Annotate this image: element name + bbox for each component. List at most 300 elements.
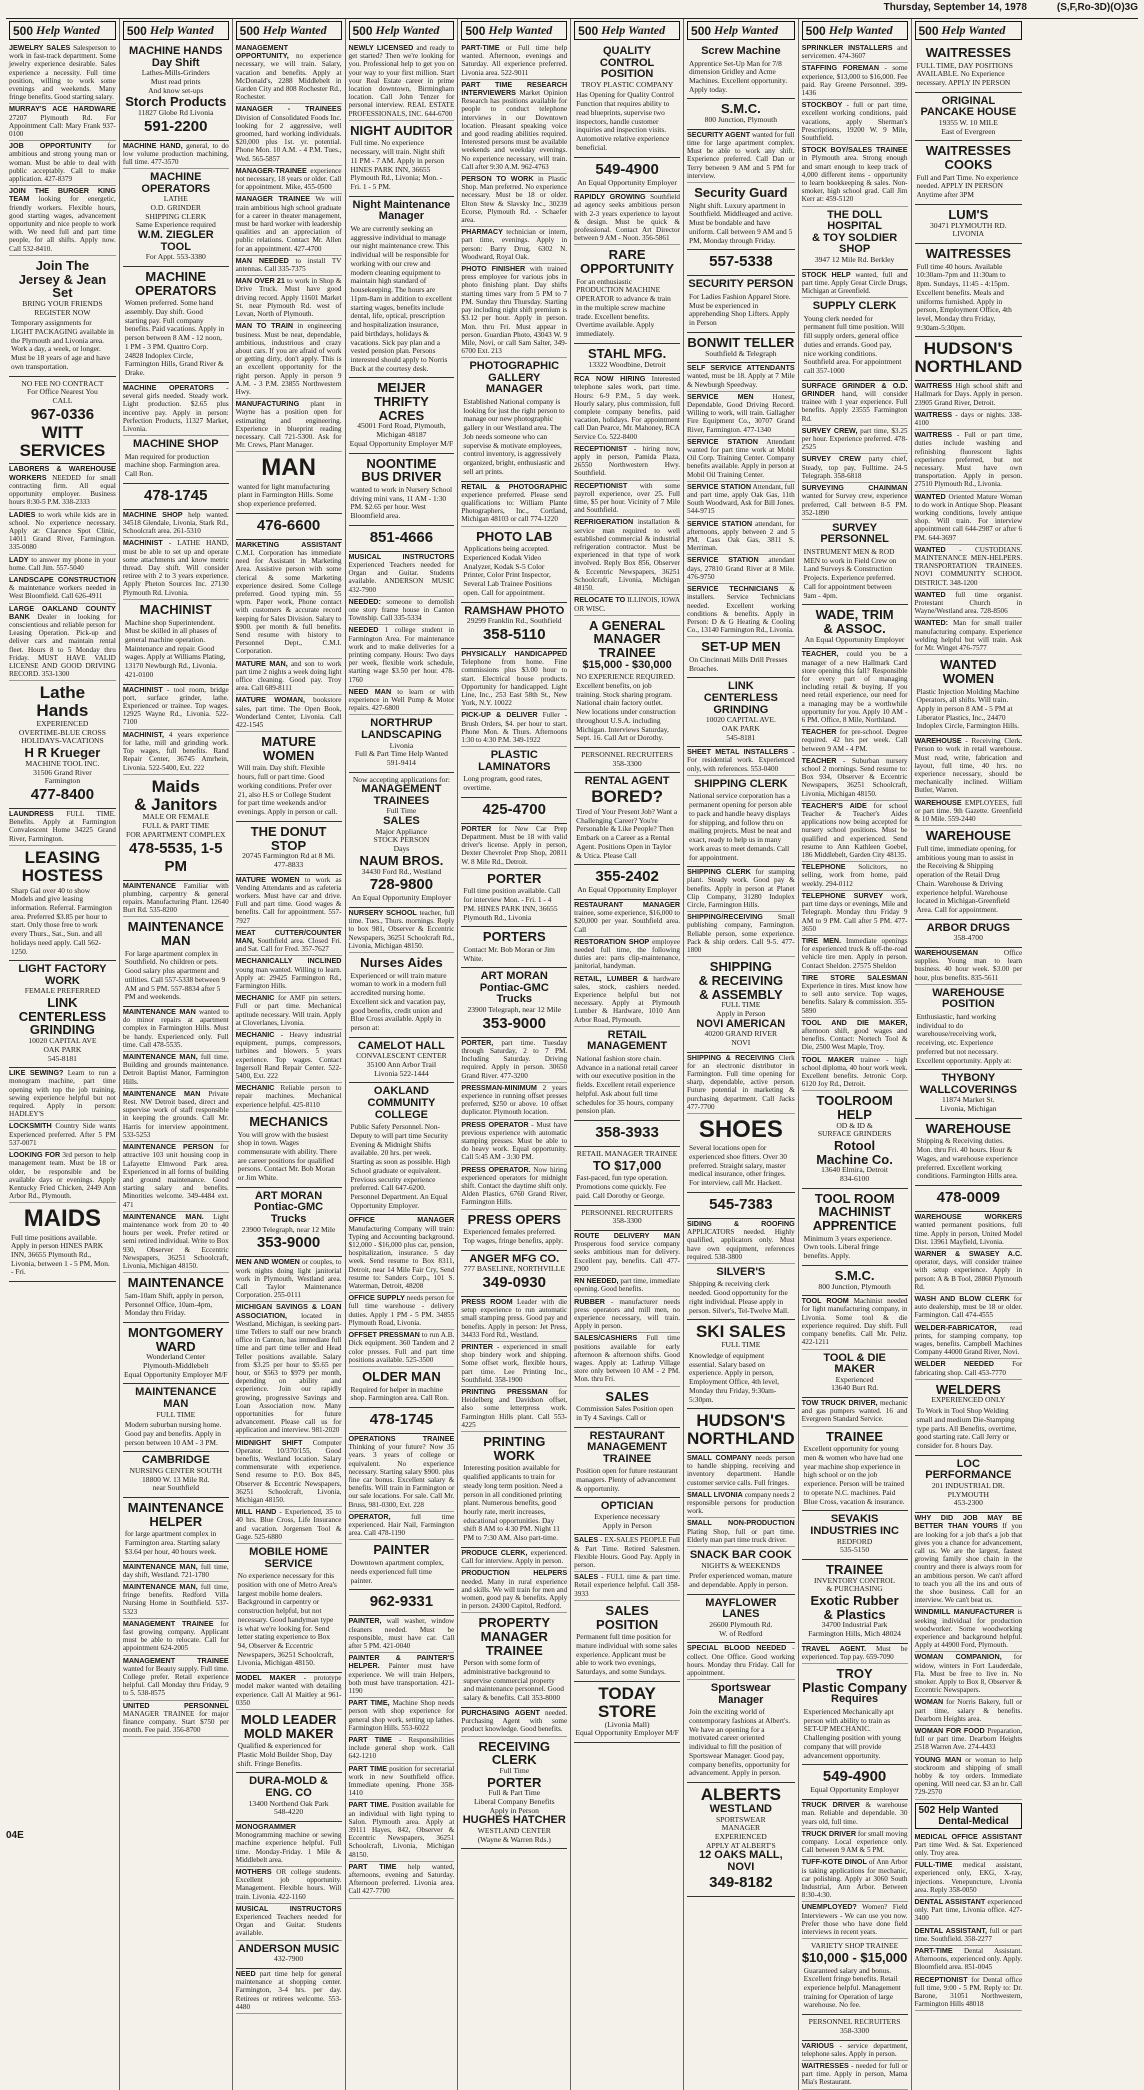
ad-body: position for secretarial work in new Southfield office. Immediate opening. Phone 358-1410 <box>348 1764 455 1798</box>
ad-body: & maintenance workers needed in West Bloomfield. Call 626-4911 <box>9 584 116 601</box>
ad-body: Dental Assistant. Afternoons, experienced only. Apply. Bloomfield area. 851-0045 <box>914 1947 1023 1972</box>
display-ad-body: FULL TIME, DAY POSITIONS AVAILABLE. No Experience necessary. APPLY IN PERSON <box>916 60 1013 88</box>
classified-ad <box>236 1507 342 1544</box>
display-ad-line: OD & ID & <box>836 1120 873 1130</box>
display-ad-line: 20745 Farmington Rd at 8 Mi. <box>242 851 335 861</box>
display-ad <box>915 826 1023 920</box>
ad-body: needs person for full time warehouse - delivery duties. Apply 1 PM - 5 PM. 34855 Plymouth Road, Livonia. <box>348 1294 455 1327</box>
display-ad-line: Wonderland Center <box>146 1352 206 1362</box>
classified-column <box>119 19 232 2090</box>
classified-ad <box>915 1975 1023 2012</box>
display-ad-line: LINK <box>728 680 754 693</box>
ad-heading: WASH AND BLOW CLERK <box>914 1293 1010 1303</box>
display-ad-line: NIGHT AUDITOR <box>350 122 453 138</box>
ad-heading: MECHANIC <box>235 1030 275 1040</box>
display-ad-line: $15,000 - $30,000 <box>582 658 672 671</box>
classified-ad <box>915 1652 1023 1697</box>
classified-ad <box>349 43 455 121</box>
display-ad-line: RAMSHAW PHOTO <box>464 604 565 617</box>
display-ad <box>123 169 229 267</box>
display-ad-body: National fashion store chain. Advance in a national retail career with our executive position in the fields. Excellent retail experience helpful. Ask about full time schedules for 35 hours, company pension plan. <box>576 1053 678 1116</box>
ad-heading: MOTHERS <box>235 1867 272 1877</box>
classified-ad <box>802 426 908 455</box>
display-ad <box>802 1511 908 1560</box>
ad-body: part time help for general maintenance at shopping center. Farmington, 3-4 hrs. per day. Retirees or retirees welcome. 553-4480 <box>235 1969 342 2011</box>
display-ad-line: 10020 CAPITAL AVE <box>28 1036 97 1046</box>
ad-body: and servicemen. 474-3607 <box>801 44 908 61</box>
classified-ad <box>461 174 567 227</box>
display-ad-line: LIGHT FACTORY <box>18 963 107 976</box>
ad-body: Southfield ad agency seeks ambitious person with 2-3 years experience to layout & design. Must be quick & professional. Contact Art Director between 9 AM - Noon. 356-5861 <box>574 193 681 243</box>
display-ad-line: WAITRESSES <box>925 245 1011 261</box>
display-ad-line: WORK <box>45 974 80 987</box>
display-ad-line: A GENERAL <box>589 617 666 633</box>
classified-ad <box>461 43 567 80</box>
ad-heading: MAINTENANCE MAN <box>122 1007 196 1017</box>
ad-heading: SERVICE STATION <box>687 555 759 565</box>
ad-heading: PRESS OPERATOR <box>461 1119 529 1129</box>
display-ad-line: An Equal Opportunity Employer <box>351 893 452 903</box>
display-ad <box>236 1188 342 1257</box>
ad-body: no experience necessary, we will train. Salary, vacation and benefits. Apply at McDonald's, 2288 Middlebelt in Garden City and 808 Rochester Rd., Rochester. <box>235 52 342 102</box>
classified-ad <box>915 1860 1023 1897</box>
classified-ad <box>349 1512 455 1541</box>
classified-ad <box>687 1053 795 1114</box>
classified-ad <box>461 1083 567 1120</box>
display-ad-line: 11874 Market St. <box>941 1095 995 1105</box>
ad-body: - Suburban nursery school 2 mornings. Send resume to: Box 934, Observer & Eccentric Newspapers, 36251 Schoolcraft, Livonia, Michigan 48150. <box>801 756 908 798</box>
ad-body: Solicitors, no selling, work from home, paid weekly. 294-0112 <box>801 863 908 888</box>
classified-ad <box>461 1548 567 1568</box>
ad-heading: SALES <box>574 1572 599 1582</box>
display-ad-line: STORE <box>597 1701 657 1721</box>
display-ad-line: WAREHOUSE <box>925 828 1011 844</box>
section-title: Help Wanted <box>488 23 553 37</box>
ad-heading: RN NEEDED, <box>574 1276 619 1286</box>
ad-body: Country Side wants Experienced preferred. After 5 PM 537-0071 <box>9 1122 116 1147</box>
classified-ad <box>236 166 342 195</box>
ad-body: for auto dealership, must be 18 or older. Farmington. Call 474-4555 <box>914 1294 1023 1320</box>
classified-column <box>457 19 570 2090</box>
ad-body: Must be experienced. Top pay. 659-7090 <box>801 1644 908 1661</box>
display-ad-line: Equal Opportunity Employer M/F <box>349 438 454 448</box>
display-ad-line: ART MORAN <box>480 970 548 983</box>
display-ad-line: SPORTSWEAR <box>715 1814 766 1824</box>
ad-body: medical assistant, experienced only, EKG, X-ray, injections. Venepuncture, Livonia area. Reply 358-0050 <box>914 1861 1023 1894</box>
display-ad <box>123 43 229 141</box>
ad-body: Oriented Mature Woman to do work in Antique Shop. Pleasant working conditions, lovely antique shop. Will train. For interview appointment call 644-2987 or after 6 PM. 644-3697 <box>914 492 1023 542</box>
display-ad <box>915 43 1023 93</box>
ad-body: or couples, to work nights doing light janitorial work in Plymouth, Westland area. Call Taylor Maintenance Corporation. 255-0111 <box>235 1258 342 1300</box>
display-ad <box>349 953 455 1038</box>
classified-ad <box>802 801 908 862</box>
ad-body: needs person to handle shipping, receiving and inventory department. Handle customer service calls. Full fringes. <box>687 1454 795 1487</box>
ad-body: - Must have previous experience with automatic stamping presses. Must be able to do heavy work. Equal opportunity. Call 5:45 AM - 3:30 PM. <box>461 1120 568 1162</box>
ad-heading: MEN AND WOMEN <box>235 1257 300 1267</box>
display-ad-body: Full time 40 hours. Available 10:30am-7pm and 11:30am to 8pm. Sundays, 11:45 - 4:15pm. Excellent benefits. Meals and uniforms furnished. Apply in person, Employment Office, 4th level, Monday thru Friday, 9:30am-5:30pm. <box>916 261 1012 332</box>
ad-heading: SHIPPING/RECEIVING <box>687 912 763 922</box>
display-ad-line: SALES <box>605 1602 649 1618</box>
display-ad-line: TODAY <box>598 1683 656 1703</box>
display-ad-line: FULL & PART TIME <box>142 821 210 831</box>
classified-ad <box>236 194 342 255</box>
display-ad-line: An Equal Opportunity Employer <box>577 885 677 895</box>
classified-ad <box>236 540 342 659</box>
ad-body: Division of Consolidated Foods Inc. looking for 2 aggressive, well groomed, hard working individuals. $20,000 plus 1st. yr. potential. Phone Mon. 10 A.M. - 4 P.M. Tues., Wed. 565-5857 <box>235 113 342 163</box>
display-ad <box>9 377 116 465</box>
classified-ad <box>461 1342 567 1387</box>
display-ad-line: Night Maintenance <box>352 198 451 211</box>
ad-body: Monogramming machine or sewing machine experience helpful. Full time. Monday-Friday. 1 Mile & Middlebelt area. <box>235 1831 342 1864</box>
ad-heading: SURVEYING CHAINMAN <box>801 483 908 493</box>
ad-heading: ROUTE DELIVERY MAN <box>574 1231 681 1241</box>
display-ad-line: CALL <box>52 396 73 406</box>
display-ad <box>687 1264 795 1320</box>
ad-heading: MANAGER-TRAINEE <box>235 165 307 175</box>
classified-ad <box>123 1562 229 1582</box>
ad-heading: NEEDED <box>348 625 379 635</box>
display-ad <box>915 93 1023 142</box>
classified-ad <box>123 685 229 730</box>
display-ad <box>461 869 567 928</box>
classified-ad <box>802 270 908 299</box>
display-ad-line: FULL TIME <box>721 1340 761 1350</box>
ad-body: Manufacturing Company will train: Typing and Accounting background. $12,000 - $16,000 plus car, pension, hospitalization, insurance. 5 day week. Send resume to Box 8311, Detroit, near 14 Mile Fair Cry, Send resume to: Sanders Corp., 101 S. Waterman, Detroit, 48208 <box>348 1224 455 1291</box>
display-ad <box>802 2015 908 2040</box>
ad-body: - EX-SALES PEOPLE Full & Part Time. Retired Salesmen. Flexible Hours. Good Pay. Apply in person. <box>574 1536 681 1570</box>
display-ad-line: NO FEE NO CONTRACT <box>21 378 104 388</box>
ad-heading: PHYSICALLY HANDICAPPED <box>461 648 568 658</box>
display-ad-line: PHOTOGRAPHIC GALLERY <box>469 360 560 384</box>
display-ad <box>123 436 229 484</box>
display-ad <box>802 298 908 381</box>
ad-body: Machinist needed for light manufacturing company, in Livonia. Some tool & die experience required. Day shift. Full company benefits. Call Mr. Peltz. 422-1211 <box>801 1297 908 1347</box>
display-ad-line: WAITRESSES <box>925 143 1011 159</box>
ad-heading: MECHANIC <box>235 1083 275 1093</box>
display-ad-line: COLLEGE <box>374 1108 428 1121</box>
classified-ad <box>687 1643 795 1680</box>
ad-heading: LANDSCAPE CONSTRUCTION <box>9 574 116 584</box>
ad-heading: LARGE OAKLAND COUNTY BANK <box>9 603 116 621</box>
ad-heading: PART TIME, <box>348 1698 390 1708</box>
classified-ad <box>9 104 116 141</box>
display-ad-line: PORTER <box>487 1774 542 1790</box>
ad-body: MANAGER TRAINEE for major finance company. Start $750 per month. Fee paid. 356-8700 <box>122 1709 229 1735</box>
display-ad-line: SEVAKIS INDUSTRIES INC <box>810 1513 899 1537</box>
classified-ad <box>802 1055 908 1092</box>
ad-body: general, to do low volume production machining, full time. 477-3570 <box>122 141 229 167</box>
classified-ad <box>349 1653 455 1698</box>
ad-heading: WARNER & SWASEY A.C. <box>914 1248 1023 1258</box>
display-ad-line: PROPERTY <box>478 1615 551 1631</box>
display-ad <box>123 775 229 881</box>
display-ad-line: SUPPLY CLERK <box>812 300 897 313</box>
display-ad-line: SERVICES <box>19 440 106 460</box>
ad-body: full time experienced. Hair Nail, Farmington area. Call 478-1190 <box>348 1512 455 1538</box>
ad-heading: WAREHOUSE <box>914 736 962 746</box>
page-footer <box>6 1830 1138 1846</box>
display-ad-line: WANTED WOMEN <box>940 657 997 686</box>
classified-ad <box>687 392 795 437</box>
ad-body: experience not necessary, 18 years or older. Call for appointment. Mike, 455-0500 <box>235 166 342 192</box>
display-ad-line: SERVICE <box>264 1557 313 1570</box>
display-ad <box>236 452 342 513</box>
ad-heading: PART TIME <box>348 1861 397 1871</box>
display-ad-line: Now accepting applications for: <box>352 774 451 784</box>
display-ad-line: Farmington <box>44 776 81 786</box>
classified-ad <box>915 381 1023 410</box>
display-ad-line: 358-3300 <box>612 758 642 768</box>
classified-ad <box>915 1359 1023 1379</box>
section-title: Help Wanted <box>941 23 1006 37</box>
display-ad-body: wanted for light manufacturing plant in Farmington Hills. Some shop experience preferred. <box>237 481 334 508</box>
ad-heading: SURVEY CREW, <box>801 425 858 435</box>
display-ad-body: wanted to work in Nursery School driving mini vans, 11 AM - 1:30 PM. $2.65 per hour. West Bloomfield area. <box>350 484 453 521</box>
display-ad-line: WITT <box>41 422 84 442</box>
display-ad-line: NORTHLAND <box>914 357 1023 377</box>
display-ad-body: Full time position available. Call for interview Mon. - Fri. 1 - 4 PM. HINES PARK INN, 36655 Plymouth Rd., Livonia <box>463 886 561 922</box>
display-ad-line: OLDER MAN <box>362 1368 441 1384</box>
ad-heading: MAINTENANCE MAN <box>122 1088 201 1098</box>
display-ad-line: (Wayne & Warren Rds.) <box>477 1834 551 1844</box>
display-ad-line: WAITRESSES <box>925 45 1011 60</box>
ad-body: Light maintenance work from 20 to 40 hours per week. Prefer retired or semi retired individual. Write to Box 930, Observer & Eccentric Newspapers, 36251 Schoolcraft, Livonia, Michigan 48150. <box>122 1212 229 1270</box>
classified-ad <box>123 1619 229 1656</box>
display-ad <box>802 520 908 606</box>
classified-ad <box>915 1697 1023 1726</box>
display-ad-body: Young clerk needed for permanent full time position. Will fill supply orders, general office duties and errands. Good pay, nice working conditions. Southfield area. For appointment call 357-1000 <box>803 313 905 376</box>
ad-body: 3rd person to help management team. Must be 18 or older, be responsible and be available days or evenings. Apply Kentucky Fried Chicken, 2449 Ann Arbor Rd., Plymouth. <box>9 1151 116 1201</box>
ad-heading: RECEPTIONIST <box>574 480 628 490</box>
display-ad-line: TOOL ROOM <box>814 1190 895 1206</box>
classified-ad <box>349 1764 455 1801</box>
display-ad-line: BONWIT TELLER <box>687 334 795 350</box>
classified-ad <box>123 1142 229 1212</box>
ad-body: - experienced in small shop bindery work and shipping. Some offset work, flexible hours, part time. Lee Printing Inc., Southfield. 358-1900 <box>461 1343 568 1384</box>
display-ad-body: Tired of Your Present Job? Want a Challenging Career? You're Personable & Like People? Then Embark on a Career as a Rental Agent. Positions Open in Taylor & Utica. Please Call <box>576 806 678 860</box>
display-ad-line: LEASING <box>24 847 101 867</box>
display-ad-line: MAINTENANCE MAN <box>135 1386 217 1410</box>
classified-ad <box>236 993 342 1030</box>
display-ad-line: MACHINE OPERATORS <box>141 171 211 195</box>
display-ad <box>349 1408 455 1434</box>
ad-heading: WOMAN FOR FOOD <box>914 1725 985 1735</box>
ad-heading: MAINTENANCE <box>122 880 176 890</box>
classified-ad <box>236 276 342 321</box>
ad-body: is seeking individual for production woodworker. Some woodworking experience and background helpful. Apply at 44900 Ford, Plymouth. <box>914 1608 1023 1650</box>
classified-ad <box>123 1007 229 1052</box>
display-ad-line: Lathes-Mills-Grinders <box>141 68 210 78</box>
ad-body: trainee, some experience, $16,000 to $20,000 per year. Southfield area. Call <box>574 909 681 934</box>
classified-ad <box>123 1582 229 1619</box>
classified-ad <box>574 1333 680 1386</box>
display-ad-line: Pontiac-GMC Trucks <box>479 981 549 1006</box>
display-ad-body: NO EXPERIENCE REQUIRED. Excellent benefits, on job training. Stock sharing program. National chain factory outlet. New locations under construction throughout U.S.A. including Michigan. Interviews Saturday, Sept. 16. Call Art or Dorothy. <box>576 672 676 743</box>
classified-ad <box>461 1038 567 1083</box>
classified-ad <box>915 1323 1023 1360</box>
ad-body: Attendant wanted for part time work at Mobil Oil Corp. Training Center. Company benefits available. Apply in person at Mobil Oil Training Center. <box>687 437 795 479</box>
classified-ad <box>802 1644 908 1664</box>
display-ad-line: Manager <box>718 1693 764 1706</box>
classified-ad <box>802 1800 908 1829</box>
display-ad-body: Several locations open for experienced shoe fitters. Over 30 preferred. Straight salary, master medical insurance, other fringes. For interview, call Mr. Hackett. <box>689 1143 787 1188</box>
classified-ad <box>915 618 1023 655</box>
ad-heading: OFFICE SUPPLY <box>348 1293 405 1303</box>
classified-ad <box>236 1904 342 1941</box>
display-ad <box>9 846 116 962</box>
display-ad <box>461 1210 567 1251</box>
display-ad-line: 478-1745 <box>369 1411 434 1429</box>
classified-ad <box>236 928 342 957</box>
ad-heading: TOW TRUCK DRIVER, <box>801 1398 878 1408</box>
display-ad-line: & ASSOC. <box>823 621 886 637</box>
display-ad <box>236 1941 342 1969</box>
ad-heading: WANTED <box>914 491 946 501</box>
display-ad-line: Day Shift <box>151 56 200 69</box>
ad-body: - some experience, $13,000 to $16,000. Fee paid. Ray Greene Personnel. 399-1436 <box>801 64 908 98</box>
classified-ad <box>687 363 795 392</box>
classified-ad <box>802 1296 908 1349</box>
subsection-header <box>915 1803 1023 1829</box>
display-ad-body: Full and Part Time. No experience needed. APPLY IN PERSON Anytime after 3PM <box>916 172 1019 200</box>
classified-ad <box>574 1297 680 1334</box>
display-ad-line: OPERATORS <box>135 282 217 298</box>
ad-body: wanted for full time for large apartment complex. Must be able to work any shift. Experience preferred. Call Dan or Terry between 9 AM and 5 PM for interview. <box>687 130 795 180</box>
ad-heading: SERVICE STATION <box>687 518 753 528</box>
display-ad-line: NORTHRUP LANDSCAPING <box>361 717 442 741</box>
display-ad-line: Maids <box>151 776 200 796</box>
classified-ad <box>574 1535 680 1572</box>
ad-heading: STOCK HELP <box>801 269 851 279</box>
ad-heading: FULL-TIME <box>914 1860 953 1870</box>
section-title: Help Wanted <box>601 23 666 37</box>
ad-body: 2 years experience in running offset presses preferred, $250 or above. 10 offset duplicator. Plymouth location. <box>461 1083 568 1117</box>
ad-body: OR college students. Excellent job opportunity. Management. Flexible hours. Will train. Livonia. 422-1160 <box>235 1868 342 1901</box>
display-ad <box>461 747 567 798</box>
subsection-title: Help Wanted Dental-Medical <box>938 1804 1009 1827</box>
classified-ad <box>9 186 116 256</box>
ad-body: - service department, telephone sales. Apply in person. <box>801 2041 908 2058</box>
ad-body: Women? Field Interviewers - We can use you now. Prefer those who have done field interviews in recent years. <box>801 1903 908 1936</box>
classified-ad <box>687 437 795 482</box>
classified-ad <box>123 1089 229 1142</box>
ad-body: party chief, Steady, top pay, Fulltime. 24-5 Telegraph. 358-6818 <box>801 455 908 480</box>
display-ad-body: Experienced or will train mature woman to work in a modern full accredited nursing home. Excellent sick and vacation pay, good benefits, credit union and Blue Cross available. Apply in person at: <box>350 970 447 1033</box>
ad-body: - For residential work. Experienced only, with references. 553-0400 <box>687 748 795 773</box>
display-ad-line: Experienced <box>835 1374 874 1384</box>
ad-heading: RETAIL & PHOTOGRAPHIC <box>461 481 568 491</box>
display-ad-line: & Plastics <box>823 1606 886 1622</box>
display-ad-line: Days <box>393 844 410 854</box>
ad-body: experienced only. Part time, Livonia office. 427-3400 <box>914 1898 1023 1923</box>
classified-column <box>6 19 119 2090</box>
ad-heading: MATURE WOMEN <box>235 874 300 884</box>
display-ad <box>687 1320 795 1409</box>
ad-heading: MAN OVER 21 <box>235 276 285 286</box>
classified-ad <box>802 100 908 145</box>
ad-heading: PICK-UP & DELIVER <box>461 710 538 720</box>
display-ad <box>687 250 795 276</box>
classified-ad <box>349 1434 455 1512</box>
display-ad-line: RARE <box>608 247 646 263</box>
ad-heading: STAFFING FOREMAN <box>801 63 880 73</box>
display-ad <box>574 344 680 374</box>
classified-ad <box>687 130 795 183</box>
ad-heading: UNITED PERSONNEL <box>122 1700 229 1710</box>
display-ad <box>802 1427 908 1512</box>
ad-heading: RUBBER <box>574 1296 605 1306</box>
display-ad-body: Long program, good rates, overtime. <box>463 774 542 792</box>
display-ad-line: 728-9800 <box>369 876 434 894</box>
ad-body: NEEDED for small contracting firm. All equal opportunity employer. Business hours 8:30-5 P.M. 338-2333 <box>9 473 116 507</box>
display-ad-line: OPPORTUNITY <box>580 261 675 277</box>
ad-heading: MANAGEMENT TRAINEE <box>122 1618 214 1628</box>
classified-ad <box>349 1862 455 1899</box>
ad-body: trainee - high school diploma, 40 hour work week. Excellent benefits. Jetronic Corp. 6120 Joy Rd., Detroit. <box>801 1055 908 1089</box>
ad-body: Full time positions available for early afternoon & afternoon shifts. Good wages. Apply at: Lathrup Village store only between 10 AM - 2 PM. Mon. thru Fri. <box>574 1334 681 1384</box>
display-ad <box>349 526 455 552</box>
display-ad <box>915 985 1023 1071</box>
ad-body: We will train ambitious high school graduate for a career in theater management, must be hard worker with leadership qualities and an appreciation of public relations. Contact Mr. Allen for an appointment. 427-4700 <box>235 195 342 253</box>
ad-body: - CUSTODIANS. MAINTENANCE MEN-HELPERS. TRANSPORTATION TRAINEES. NOVI COMMUNITY SCHOOL DISTRICT. 348-1200 <box>914 545 1023 587</box>
ad-body: part time, $3.25 per hour. Experience preferred. 478-2525 <box>801 426 908 452</box>
ad-heading: MECHANICALLY INCLINED <box>235 956 342 966</box>
classified-ad <box>461 227 567 264</box>
ad-body: technician or intern, part time, evenings. Apply in person: Barry Drug, 6302 N. Woodward, Royal Oak. <box>461 228 568 261</box>
ad-body: & warehouse man. Reliable and dependable. 30 years old, full time. <box>801 1801 908 1826</box>
ad-body: Attendant, full and part time, apply Oak Gas, 11th South Woodward, Ask for Bill Jones. 544-9715 <box>687 482 795 516</box>
ad-heading: RESTAURANT MANAGER <box>574 900 681 909</box>
display-ad <box>915 1380 1023 1456</box>
ad-body: Southfield area. Closed Fri. and Sat. Call for Fred. 357-7627 <box>235 937 342 954</box>
display-ad-line: LOC PERFORMANCE <box>925 1457 1012 1482</box>
ad-body: Leader with die setup experience to run automatic small stamping press. Good pay and benefits. Apply in person: Jet Press, 34433 Ford Rd., Westland. <box>461 1297 568 1339</box>
ad-heading: MACHINE SHOP <box>122 509 183 519</box>
section-title: Help Wanted <box>714 23 778 37</box>
classified-ad <box>802 973 908 1018</box>
display-ad-line: 13400 Northend Oak Park <box>248 1798 329 1808</box>
classified-ad <box>9 1121 116 1150</box>
classified-ad <box>461 824 567 869</box>
ad-body: full time organist. Protestant Church in Wayne/Westland area. 728-8506 <box>914 590 1023 616</box>
display-ad-line: 358-3300 <box>840 2025 870 2035</box>
section-title: Help Wanted <box>262 23 327 37</box>
display-ad-line: Farmington Hills, Mich 48024 <box>808 1629 901 1639</box>
display-ad-line: Full Time <box>386 806 417 816</box>
display-ad-line: Lathe <box>39 683 86 703</box>
display-ad-line: PERSONNEL RECRUITERS <box>581 750 674 760</box>
ad-heading: MAN NEEDED <box>235 255 289 265</box>
classified-ad <box>236 321 342 399</box>
display-ad <box>461 798 567 824</box>
display-ad-body: Enthusiastic, hard working individual to do warehouse/receiving work, receiving, etc. Experience preferred but not necessary. Excellent opportunity. Apply at: <box>916 1011 1012 1065</box>
display-ad-body: Guaranteed salary and bonus. Excellent fringe benefits. Retail experience helpful. Management training for Operation of large warehouse. No fee. <box>803 1965 901 2010</box>
classified-ad <box>574 192 680 245</box>
classified-ad <box>123 730 229 775</box>
ad-heading: MANAGER TRAINEE <box>235 194 311 204</box>
ad-heading: SURVEY CREW <box>801 454 861 464</box>
section-title: Help Wanted <box>36 23 100 37</box>
display-ad <box>9 681 116 809</box>
classified-ad <box>236 1083 342 1112</box>
subsection-number: 502 <box>918 1804 936 1816</box>
ad-body: to install TV antennas. Call 335-7375 <box>235 256 342 274</box>
ad-heading: TOOL ROOM <box>801 1296 849 1306</box>
ad-body: attendant, for afternoons, apply between 2 and 5 PM. Cass Oak Gas, 3811 S. Merriman. <box>687 519 795 553</box>
display-ad-line: East of Evergreen <box>941 126 996 136</box>
section-header <box>802 21 908 40</box>
ad-heading: MACHINIST <box>122 538 163 548</box>
